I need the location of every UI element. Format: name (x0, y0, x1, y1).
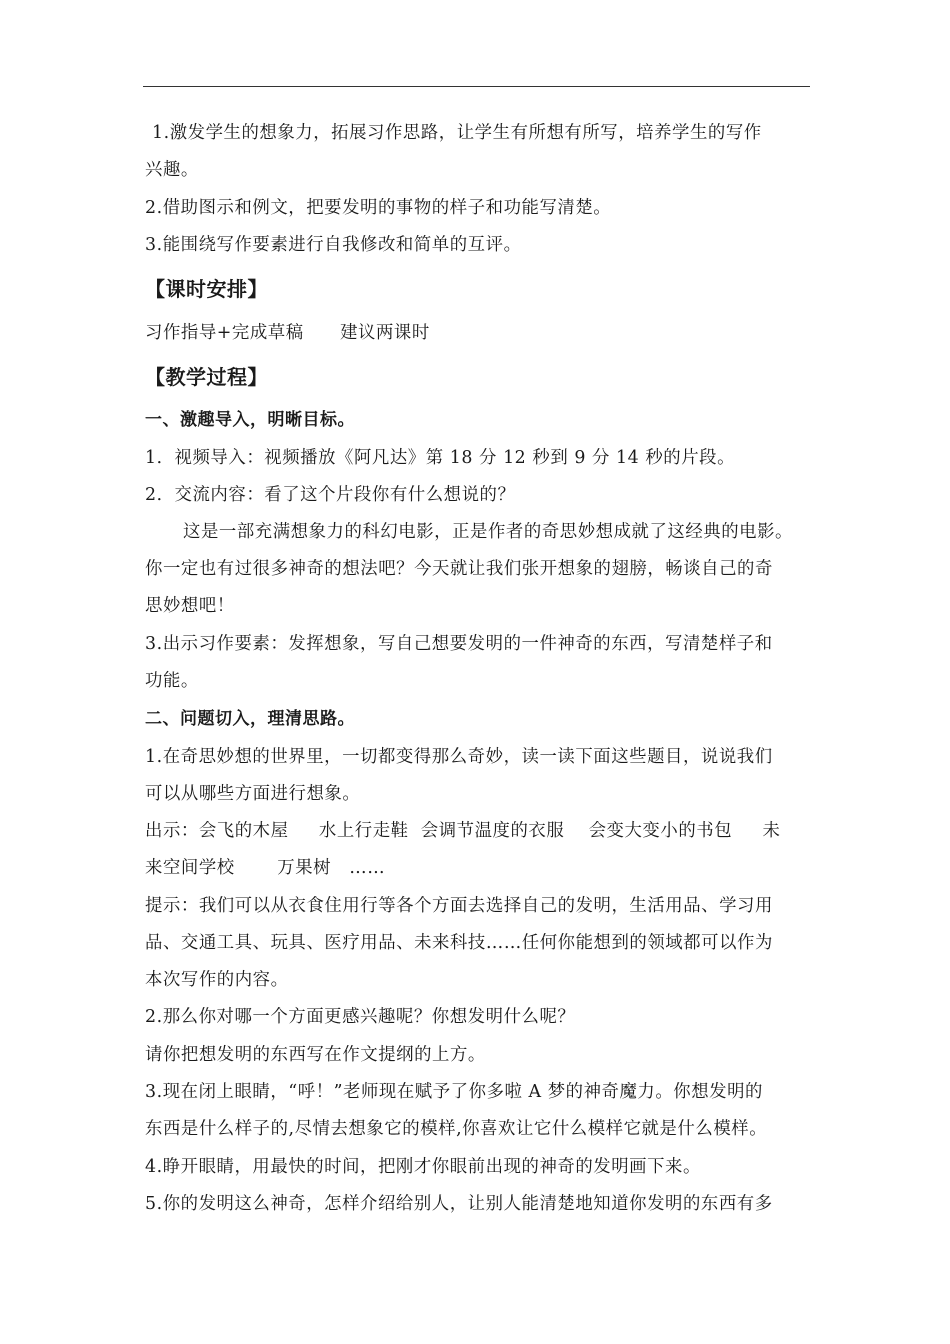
part1-title: 一、激趣导入，明晰目标。 (145, 410, 355, 430)
paragraph: 1.在奇思妙想的世界里，一切都变得那么奇妙，读一读下面这些题目，说说我们 (145, 747, 773, 767)
paragraph: 这是一部充满想象力的科幻电影，正是作者的奇思妙想成就了这经典的电影。 (183, 522, 793, 542)
paragraph: 你一定也有过很多神奇的想法吧？今天就让我们张开想象的翅膀，畅谈自己的奇 (145, 559, 773, 579)
paragraph: 3.现在闭上眼睛，“呼！”老师现在赋予了你多啦 A 梦的神奇魔力。你想发明的 (145, 1082, 764, 1102)
paragraph: 2．交流内容：看了这个片段你有什么想说的？ (145, 485, 516, 505)
objective-1: 1.激发学生的想象力，拓展习作思路，让学生有所想有所写，培养学生的写作 (152, 123, 762, 143)
objective-2: 2.借助图示和例文，把要发明的事物的样子和功能写清楚。 (145, 198, 612, 218)
paragraph: 思妙想吧！ (145, 596, 235, 616)
paragraph: 4.睁开眼睛，用最快的时间，把刚才你眼前出现的神奇的发明画下来。 (145, 1157, 701, 1177)
paragraph: 5.你的发明这么神奇，怎样介绍给别人，让别人能清楚地知道你发明的东西有多 (145, 1194, 773, 1214)
paragraph: 请你把想发明的东西写在作文提纲的上方。 (145, 1045, 486, 1065)
part2-title: 二、问题切入，理清思路。 (145, 709, 355, 729)
paragraph: 可以从哪些方面进行想象。 (145, 784, 361, 804)
paragraph: 东西是什么样子的,尽情去想象它的模样,你喜欢让它什么模样它就是什么模样。 (145, 1119, 768, 1139)
schedule-heading: 【课时安排】 (145, 277, 268, 301)
paragraph: 1．视频导入：视频播放《阿凡达》第 18 分 12 秒到 9 分 14 秒的片段。 (145, 448, 736, 468)
process-heading: 【教学过程】 (145, 365, 268, 389)
objective-1-cont: 兴趣。 (145, 160, 199, 180)
paragraph: 本次写作的内容。 (145, 970, 289, 990)
objective-3: 3.能围绕写作要素进行自我修改和简单的互评。 (145, 235, 522, 255)
paragraph: 2.那么你对哪一个方面更感兴趣呢？你想发明什么呢？ (145, 1007, 576, 1027)
paragraph: 品、交通工具、玩具、医疗用品、未来科技……任何你能想到的领域都可以作为 (145, 933, 773, 953)
paragraph: 功能。 (145, 671, 199, 691)
paragraph: 出示：会飞的木屋 水上行走鞋 会调节温度的衣服 会变大变小的书包 未 (145, 821, 781, 841)
header-rule (143, 86, 810, 87)
paragraph: 3.出示习作要素：发挥想象，写自己想要发明的一件神奇的东西，写清楚样子和 (145, 634, 773, 654)
paragraph: 来空间学校 万果树 …… (145, 858, 386, 878)
paragraph: 提示：我们可以从衣食住用行等各个方面去选择自己的发明，生活用品、学习用 (145, 896, 773, 916)
schedule-text: 习作指导+完成草稿 建议两课时 (145, 323, 430, 343)
